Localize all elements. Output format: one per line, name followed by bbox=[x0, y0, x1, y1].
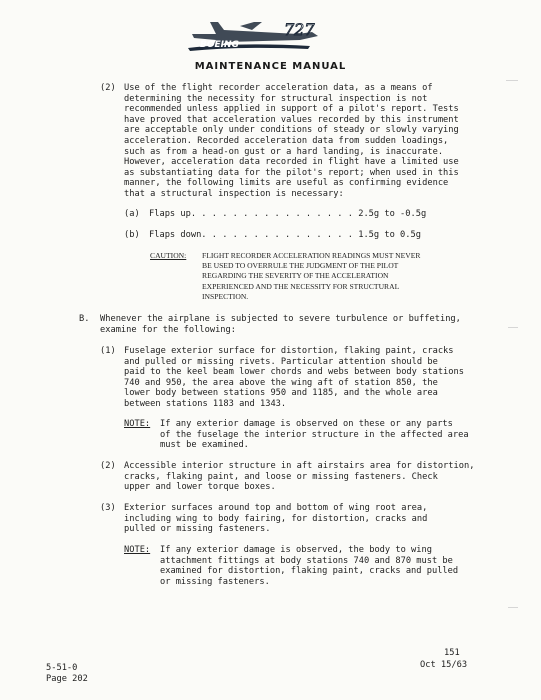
sheet-number: 151 bbox=[444, 648, 460, 658]
paragraph-line: Fuselage exterior surface for distortion, flaking paint, cracks bbox=[124, 346, 454, 356]
paragraph-line: pulled or missing fasteners. bbox=[124, 524, 271, 535]
chapter-reference: 5-51-0 bbox=[46, 663, 78, 673]
note-line: If any exterior damage is observed, the body to wing bbox=[160, 545, 432, 555]
paragraph-line: lower body between stations 950 and 1185, and the whole area bbox=[124, 388, 438, 399]
caution-line: REGARDING THE SEVERITY OF THE ACCELERATION bbox=[202, 271, 389, 281]
page-number: Page 202 bbox=[46, 674, 88, 684]
paragraph-line: are acceptable only under conditions of steady or slowly varying bbox=[124, 125, 459, 136]
paragraph-line: paid to the keel beam lower chords and webs between body stations bbox=[124, 367, 464, 378]
caution-text bbox=[202, 251, 420, 302]
paragraph-line: determining the necessity for structural inspection is not bbox=[124, 93, 428, 104]
b2-number: (2) bbox=[100, 461, 116, 471]
brand-text: BOEING bbox=[200, 40, 239, 50]
paragraph-line: examine for the following: bbox=[100, 324, 236, 335]
paragraph-line: have proved that acceleration values recorded by this instrument bbox=[124, 114, 459, 125]
revision-date: Oct 15/63 bbox=[420, 660, 468, 670]
limit-a-text: Flaps up. . . . . . . . . . . . . . . . 2.5g to -0.5g bbox=[149, 209, 427, 219]
paragraph-line: However, acceleration data recorded in flight have a limited use bbox=[124, 157, 459, 168]
paragraph-line: Accessible interior structure in aft airstairs area for distortion, bbox=[124, 461, 475, 471]
paragraph-line: Exterior surfaces around top and bottom of wing root area, bbox=[124, 503, 428, 513]
paragraph-line: between stations 1183 and 1343. bbox=[124, 398, 287, 409]
note-line: must be examined. bbox=[160, 440, 249, 451]
limit-b-label: (b) bbox=[124, 230, 140, 240]
caution-line: FLIGHT RECORDER ACCELERATION READINGS MUST NEVER bbox=[202, 251, 421, 260]
b3-number: (3) bbox=[100, 503, 116, 513]
b1-note-text bbox=[160, 419, 469, 451]
paragraph-line: acceleration. Recorded acceleration data from sudden loadings, bbox=[124, 135, 449, 146]
paragraph-line: that a structural inspection is necessary: bbox=[124, 188, 344, 199]
item-2-paragraph bbox=[124, 83, 459, 200]
paragraph-line: Whenever the airplane is subjected to severe turbulence or buffeting, bbox=[100, 314, 461, 324]
b3-note-text bbox=[160, 545, 458, 587]
limit-b-text: Flaps down. . . . . . . . . . . . . . . 1.5g to 0.5g bbox=[149, 230, 421, 240]
caution-label: CAUTION: bbox=[150, 251, 187, 260]
b1-paragraph bbox=[124, 346, 464, 410]
paragraph-line: recommended unless applied in support of a pilot's report. Tests bbox=[124, 104, 459, 115]
note-line: or missing fasteners. bbox=[160, 576, 270, 587]
note-line: examined for distortion, flaking paint, cracks and pulled bbox=[160, 566, 459, 577]
b2-paragraph bbox=[124, 461, 474, 493]
caution-line: INSPECTION. bbox=[202, 291, 249, 301]
paragraph-line: as substantiating data for the pilot's report; when used in this bbox=[124, 167, 459, 178]
scan-mark bbox=[506, 80, 518, 81]
note-line: of the fuselage the interior structure in the affected area bbox=[160, 429, 469, 440]
note-line: attachment fittings at body stations 740 and 870 must be bbox=[160, 555, 453, 566]
item-2-number: (2) bbox=[100, 83, 116, 93]
paragraph-line: manner, the following limits are useful as confirming evidence bbox=[124, 178, 449, 189]
limit-a-label: (a) bbox=[124, 209, 140, 219]
b3-paragraph bbox=[124, 503, 427, 535]
paragraph-line: such as from a head-on gust or a hard landing, is inaccurate. bbox=[124, 146, 444, 157]
b1-number: (1) bbox=[100, 346, 116, 356]
paragraph-line: including wing to body fairing, for distortion, cracks and bbox=[124, 513, 428, 524]
caution-line: BE USED TO OVERRULE THE JUDGMENT OF THE PILOT bbox=[202, 261, 399, 271]
jet-airplane-icon bbox=[180, 18, 330, 58]
section-b-intro bbox=[100, 314, 461, 335]
paragraph-line: 740 and 950, the area above the wing aft of station 850, the bbox=[124, 377, 438, 388]
b3-note-label: NOTE: bbox=[124, 545, 151, 555]
paragraph-line: cracks, flaking paint, and loose or missing fasteners. Check bbox=[124, 471, 438, 482]
caution-line: EXPERIENCED AND THE NECESSITY FOR STRUCTURAL bbox=[202, 281, 400, 291]
paragraph-line: and pulled or missing rivets. Particular attention should be bbox=[124, 356, 438, 367]
manual-title: MAINTENANCE MANUAL bbox=[194, 61, 347, 72]
paragraph-line: upper and lower torque boxes. bbox=[124, 482, 276, 493]
model-text: 727 bbox=[284, 20, 315, 39]
scan-mark bbox=[508, 327, 518, 328]
scan-mark bbox=[508, 607, 518, 608]
paragraph-line: Use of the flight recorder acceleration data, as a means of bbox=[124, 83, 433, 93]
section-b-label: B. bbox=[79, 314, 90, 324]
b1-note-label: NOTE: bbox=[124, 419, 151, 429]
note-line: If any exterior damage is observed on these or any parts bbox=[160, 419, 453, 429]
boeing-727-logo bbox=[180, 18, 330, 58]
